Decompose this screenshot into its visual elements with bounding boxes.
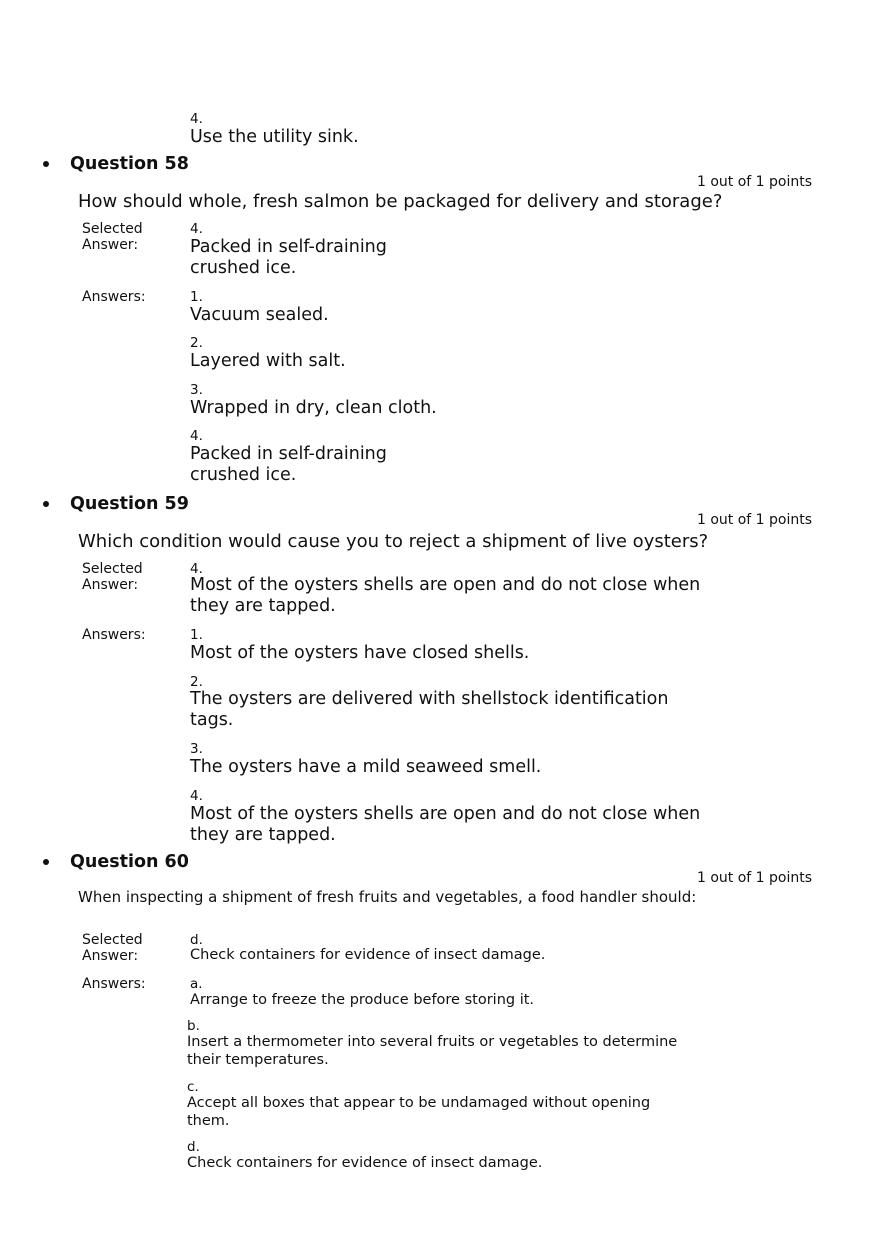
- answer-number: 4.: [190, 788, 203, 804]
- answer-text: Layered with salt.: [190, 351, 346, 371]
- question-title: Question 60: [70, 852, 189, 872]
- bullet: [43, 161, 49, 167]
- answer-text: Vacuum sealed.: [190, 305, 329, 325]
- points-label: 1 out of 1 points: [697, 512, 813, 528]
- answer-number: b.: [187, 1018, 200, 1034]
- selected-answer-number: d.: [190, 932, 203, 948]
- answer-number: 2.: [190, 674, 203, 690]
- bullet: [43, 501, 49, 507]
- answer-number: d.: [187, 1139, 200, 1155]
- points-label: 1 out of 1 points: [697, 870, 813, 886]
- answer-number: 4.: [190, 428, 203, 444]
- answer-text: Most of the oysters have closed shells.: [190, 643, 530, 663]
- answers-label: Answers:: [82, 976, 146, 992]
- selected-answer-label: Selected Answer:: [82, 561, 143, 593]
- question-title: Question 59: [70, 494, 189, 514]
- points-label: 1 out of 1 points: [697, 174, 813, 190]
- answer-text: Check containers for evidence of insect damage.: [187, 1155, 543, 1171]
- answer-number: 3.: [190, 741, 203, 757]
- selected-answer-text: Check containers for evidence of insect damage.: [190, 947, 546, 963]
- question-text: Which condition would cause you to reject a shipment of live oysters?: [78, 531, 709, 552]
- question-text: How should whole, fresh salmon be packaged for delivery and storage?: [78, 191, 723, 212]
- answer-text: Most of the oysters shells are open and do not close when they are tapped.: [190, 804, 701, 845]
- question-text: When inspecting a shipment of fresh fruits and vegetables, a food handler should:: [78, 888, 697, 906]
- question-title: Question 58: [70, 154, 189, 174]
- answer-text: Use the utility sink.: [190, 127, 359, 147]
- answer-text: The oysters are delivered with shellstock identification tags.: [190, 689, 669, 730]
- selected-answer-label: Selected Answer:: [82, 221, 143, 253]
- selected-answer-text: Packed in self-draining crushed ice.: [190, 237, 387, 278]
- answer-number: 4.: [190, 111, 203, 127]
- answer-text: Accept all boxes that appear to be undamaged without opening them.: [187, 1095, 651, 1129]
- answer-number: 1.: [190, 289, 203, 305]
- answer-number: 2.: [190, 335, 203, 351]
- answer-text: Arrange to freeze the produce before storing it.: [190, 992, 535, 1008]
- answer-number: 3.: [190, 382, 203, 398]
- answer-number: a.: [190, 976, 203, 992]
- answer-text: The oysters have a mild seaweed smell.: [190, 757, 542, 777]
- answer-text: Wrapped in dry, clean cloth.: [190, 398, 437, 418]
- answer-number: c.: [187, 1079, 199, 1095]
- answer-number: 1.: [190, 627, 203, 643]
- bullet: [43, 859, 49, 865]
- selected-answer-number: 4.: [190, 221, 203, 237]
- answer-text: Insert a thermometer into several fruits or vegetables to determine their temperatures.: [187, 1034, 678, 1068]
- selected-answer-label: Selected Answer:: [82, 932, 143, 964]
- answers-label: Answers:: [82, 289, 146, 305]
- answers-label: Answers:: [82, 627, 146, 643]
- answer-text: Packed in self-draining crushed ice.: [190, 444, 387, 485]
- selected-answer-number: 4.: [190, 561, 203, 577]
- selected-answer-text: Most of the oysters shells are open and do not close when they are tapped.: [190, 575, 701, 616]
